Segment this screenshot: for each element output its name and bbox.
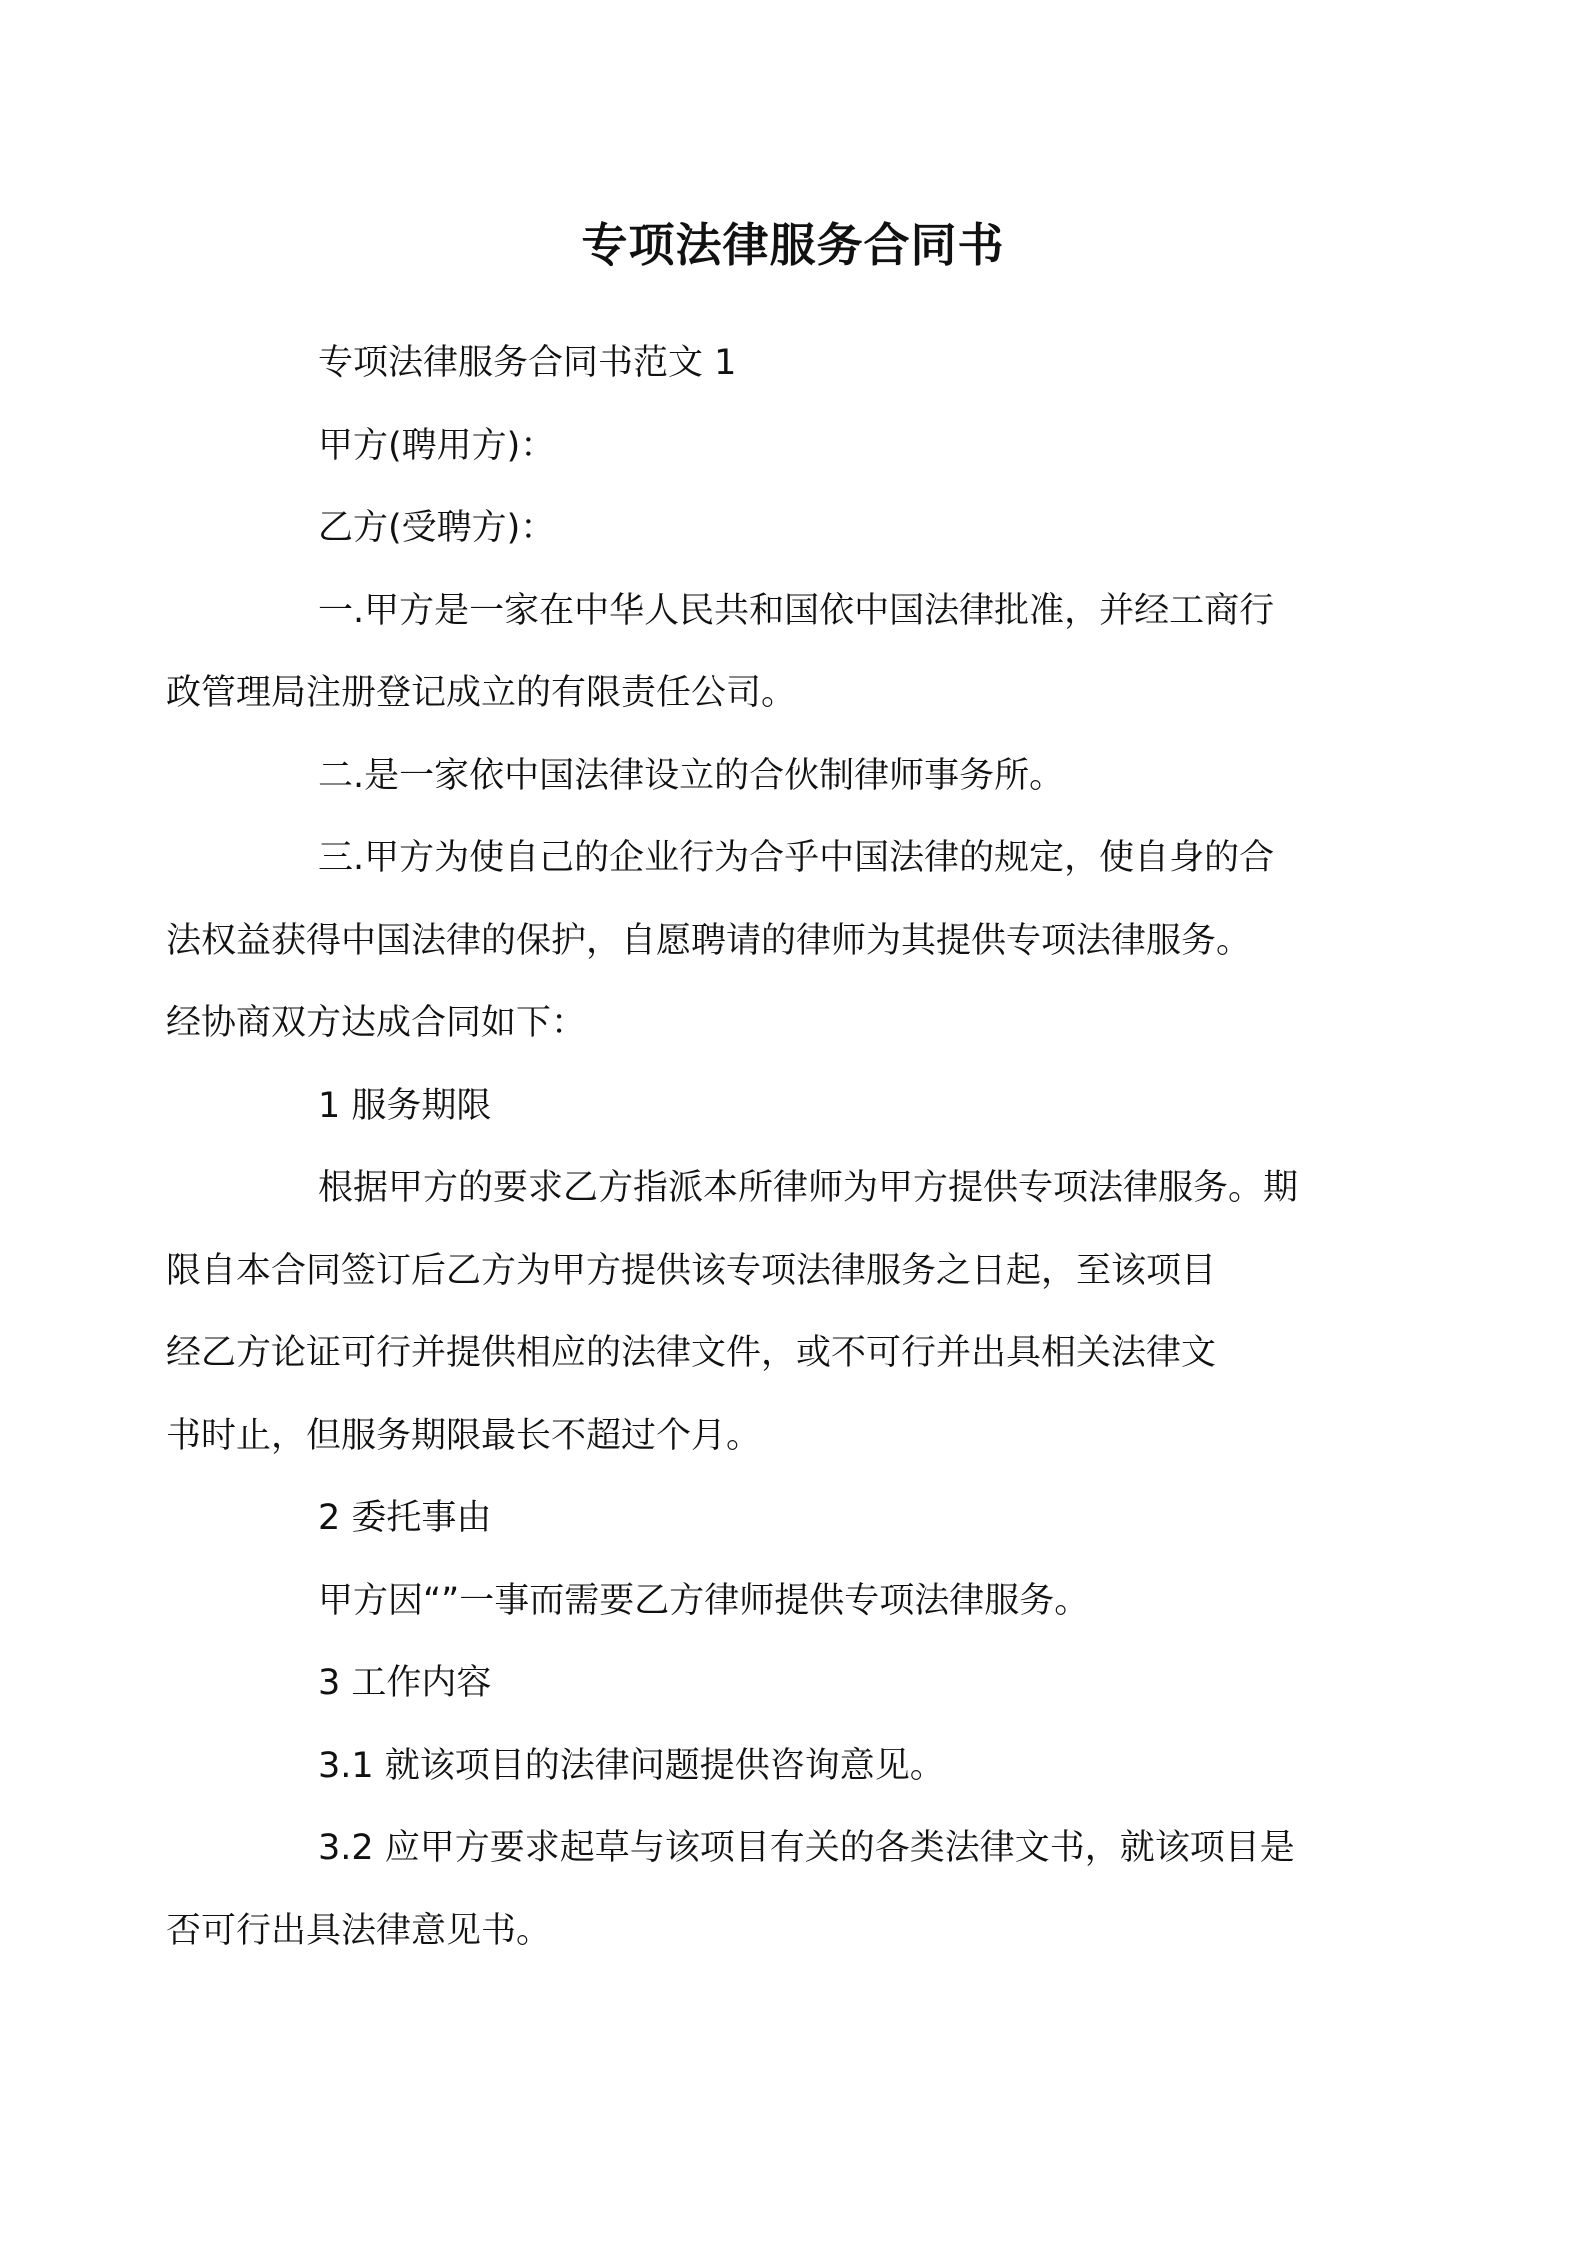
paragraph-clause-two [242,735,1362,818]
paragraph-line: 3 工作内容 [318,1663,492,1703]
paragraph-item-3-2 [166,1807,1362,1972]
paragraph-party-a [242,405,1362,488]
paragraph-line: 3.1 就该项目的法律问题提供咨询意见。 [318,1745,945,1786]
section-heading-work-content [242,1642,1362,1725]
paragraph-line: 经协商双方达成合同如下： [166,1003,587,1043]
paragraph-line: 书时止，但服务期限最长不超过个月。 [166,1415,762,1456]
document-body [166,322,1362,1972]
paragraph-line: 专项法律服务合同书范文 1 [318,343,737,383]
paragraph-line: 2 委托事由 [318,1498,492,1538]
paragraph-line: 否可行出具法律意见书。 [166,1910,552,1951]
document-title: 专项法律服务合同书 [581,218,1005,272]
paragraph-line: 根据甲方的要求乙方指派本所律师为甲方提供专项法律服务。期 [318,1168,1299,1208]
paragraph-line: 1 服务期限 [318,1085,492,1126]
paragraph-line: 三.甲方为使自己的企业行为合乎中国法律的规定，使自身的合 [318,838,1275,878]
paragraph-subtitle [242,322,1362,405]
paragraph-clause-three [166,817,1362,1065]
paragraph-line: 法权益获得中国法律的保护，自愿聘请的律师为其提供专项法律服务。 [166,920,1252,961]
paragraph-line: 经乙方论证可行并提供相应的法律文件，或不可行并出具相关法律文 [166,1333,1217,1373]
paragraph-line: 一.甲方是一家在中华人民共和国依中国法律批准，并经工商行 [318,590,1275,631]
section-heading-entrusted-matter [242,1477,1362,1560]
section-heading-service-term [242,1065,1362,1148]
paragraph-item-3-1 [242,1725,1362,1808]
paragraph-line: 甲方(聘用方)： [318,425,556,466]
paragraph-service-term [166,1147,1362,1477]
paragraph-line: 限自本合同签订后乙方为甲方提供该专项法律服务之日起，至该项目 [166,1250,1217,1291]
paragraph-line: 二.是一家依中国法律设立的合伙制律师事务所。 [318,755,1065,796]
paragraph-line: 甲方因“”一事而需要乙方律师提供专项法律服务。 [318,1580,1090,1621]
paragraph-line: 政管理局注册登记成立的有限责任公司。 [166,673,797,713]
paragraph-party-b [242,487,1362,570]
paragraph-line: 乙方(受聘方)： [318,508,556,548]
paragraph-entrusted-matter [242,1560,1362,1643]
paragraph-clause-one [166,570,1362,735]
paragraph-line: 3.2 应甲方要求起草与该项目有关的各类法律文书，就该项目是 [318,1828,1295,1868]
